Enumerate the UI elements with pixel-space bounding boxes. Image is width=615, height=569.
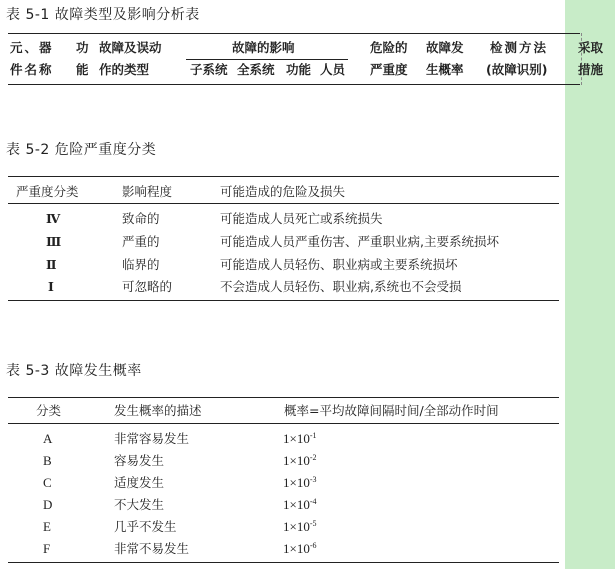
- t2-row1-desc: 可能造成人员死亡或系统损失: [220, 211, 383, 226]
- t1-col4-group: 故障的影响: [232, 40, 295, 55]
- t1-col4-sub4: 人员: [320, 62, 346, 77]
- table1-top-rule: [8, 33, 580, 34]
- table2-bottom-rule: [8, 300, 559, 301]
- t3-row4-exp: -4: [309, 497, 317, 506]
- t3-row1-desc: 非常容易发生: [114, 431, 190, 446]
- t1-col6-line2: 生概率: [426, 62, 464, 77]
- t3-row3-desc: 适度发生: [114, 475, 165, 490]
- table1-bottom-rule: [8, 84, 580, 85]
- t3-row5-prob: $1\times 10^{-5}$: [283, 519, 317, 534]
- t3-row1-exp: -1: [309, 431, 317, 440]
- t2-row1-class: Ⅳ: [46, 211, 60, 226]
- t3-row3-prob: $1\times 10^{-3}$: [283, 475, 317, 490]
- t1-col5-line1: 危险的: [370, 40, 408, 55]
- t1-col4-sub3: 功能: [286, 62, 312, 77]
- t3-row1-prob: $1\times 10^{-1}$: [283, 431, 317, 446]
- t2-row4-class: Ⅰ: [48, 279, 53, 294]
- t2-header-2: 影响程度: [122, 184, 173, 199]
- t3-row6-class: F: [43, 541, 51, 556]
- t1-col5-line2: 严重度: [370, 62, 408, 77]
- t1-col3-line1: 故障及误动: [99, 40, 162, 55]
- t3-row1-class: A: [43, 431, 53, 446]
- table3-top-rule: [8, 397, 559, 398]
- t1-col7-line2: (故障识别): [486, 62, 548, 77]
- t2-row1-level: 致命的: [122, 211, 160, 226]
- table1-group-rule: [186, 59, 348, 60]
- t3-row4-prob: $1\times 10^{-4}$: [283, 497, 317, 512]
- t1-col1-line1: 元、器: [10, 40, 54, 55]
- table2-header-rule: [8, 203, 559, 204]
- t1-col1-line2: 件名称: [10, 62, 54, 77]
- t3-row4-desc: 不大发生: [114, 497, 165, 512]
- t2-row2-level: 严重的: [122, 234, 160, 249]
- t2-row2-desc: 可能造成人员严重伤害、严重职业病,主要系统损坏: [220, 234, 499, 249]
- table3-bottom-rule: [8, 562, 559, 563]
- t3-row2-class: B: [43, 453, 52, 468]
- t2-header-3: 可能造成的危险及损失: [220, 184, 346, 199]
- t3-header-1: 分类: [36, 403, 62, 418]
- t1-col8-line2: 措施: [578, 62, 604, 77]
- t3-row2-desc: 容易发生: [114, 453, 165, 468]
- t2-row3-class: Ⅱ: [46, 257, 56, 272]
- t1-col3-line2: 作的类型: [99, 62, 150, 77]
- table2-caption: 表 5-2 危险严重度分类: [6, 142, 157, 158]
- t1-col4-sub1: 子系统: [190, 62, 228, 77]
- t1-col6-line1: 故障发: [426, 40, 464, 55]
- t1-col8-line1: 采取: [578, 40, 604, 55]
- t2-row4-desc: 不会造成人员轻伤、职业病,系统也不会受损: [220, 279, 462, 294]
- t2-row3-level: 临界的: [122, 257, 160, 272]
- t1-col4-sub2: 全系统: [237, 62, 275, 77]
- t3-row5-desc: 几乎不发生: [114, 519, 177, 534]
- t3-row3-class: C: [43, 475, 52, 490]
- t3-row4-class: D: [43, 497, 53, 512]
- t3-row6-desc: 非常不易发生: [114, 541, 190, 556]
- t3-row2-prob: $1\times 10^{-2}$: [283, 453, 317, 468]
- t3-row5-exp: -5: [309, 519, 317, 528]
- t3-row5-class: E: [43, 519, 51, 534]
- t1-col7-line1: 检测方法: [490, 40, 549, 55]
- table3-header-rule: [8, 423, 559, 424]
- t2-row4-level: 可忽略的: [122, 279, 173, 294]
- table2-top-rule: [8, 176, 559, 177]
- t3-header-3: 概率=平均故障间隔时间/全部动作时间: [284, 403, 499, 418]
- t1-col2-line1: 功: [76, 40, 89, 55]
- t3-row2-exp: -2: [309, 453, 317, 462]
- side-strip: [565, 0, 615, 569]
- table1-caption: 表 5-1 故障类型及影响分析表: [6, 7, 200, 23]
- table3-caption: 表 5-3 故障发生概率: [6, 363, 142, 379]
- t3-row3-exp: -3: [309, 475, 317, 484]
- t3-row6-prob: $1\times 10^{-6}$: [283, 541, 317, 556]
- t3-header-2: 发生概率的描述: [114, 403, 202, 418]
- t2-row3-desc: 可能造成人员轻伤、职业病或主要系统损坏: [220, 257, 458, 272]
- t2-header-1: 严重度分类: [16, 184, 79, 199]
- t3-row6-exp: -6: [309, 541, 317, 550]
- t2-row2-class: Ⅲ: [46, 234, 61, 249]
- t1-col2-line2: 能: [76, 62, 89, 77]
